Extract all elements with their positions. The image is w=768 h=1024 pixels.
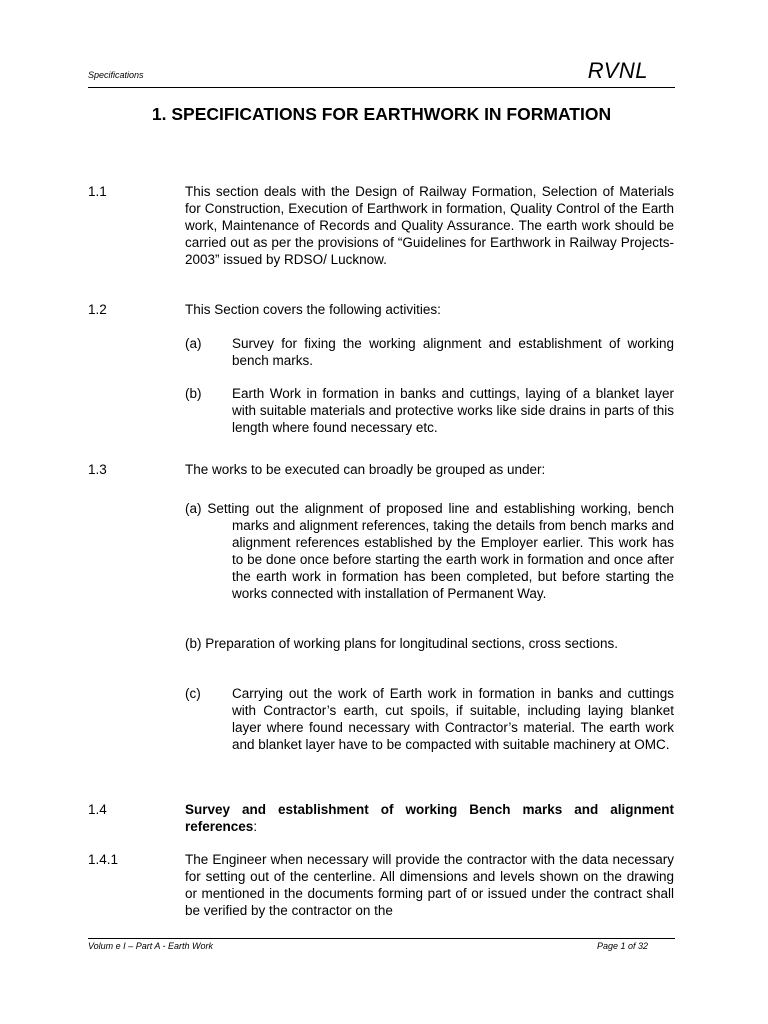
page-title: 1. SPECIFICATIONS FOR EARTHWORK IN FORMATION <box>151 104 612 124</box>
header-left-label: Specifications <box>88 70 144 80</box>
footer-volume-label: Volum e I – Part A - Earth Work <box>88 941 214 951</box>
list-label-1-2-a: (a) <box>185 336 202 351</box>
section-heading-text: Survey and establishment of working Bench marks and alignment references <box>185 802 674 834</box>
section-number-1-4-1: 1.4.1 <box>88 852 119 867</box>
section-number-1-4: 1.4 <box>88 802 107 817</box>
section-text-1-3: The works to be executed can broadly be grouped as under: <box>185 462 546 477</box>
header-divider <box>88 87 675 88</box>
section-heading-colon: : <box>253 819 258 834</box>
footer-page-number: Page 1 of 32 <box>596 941 648 951</box>
list-item-1-3-c: Carrying out the work of Earth work in formation in banks and cuttings with Contractor’s earth, cut spoils, if suitable, including laying blanket layer where found necessary with Contractor’s material. The earth work and blanket layer have to be compacted with suitable machinery at OMC. <box>232 686 674 752</box>
list-item-1-3-a: (a) Setting out the alignment of proposed line and establishing working, bench marks and alignment references, taking the details from bench marks and alignment references established by the Employer earlier. This work has to be done once before starting the earth work in formation and once after the earth work in formation has been completed, but before starting the works connected with installation of Permanent Way. <box>185 501 674 601</box>
list-item-1-2-b: Earth Work in formation in banks and cuttings, laying of a blanket layer with suitable materials and protective works like side drains in parts of this length where found necessary etc. <box>232 386 674 435</box>
footer-divider <box>88 938 675 939</box>
header-org-label: RVNL <box>587 58 648 83</box>
section-text-1-4-1: The Engineer when necessary will provide the contractor with the data necessary for setting out of the centerline. All dimensions and levels shown on the drawing or mentioned in the documents forming part of or issued under the contract shall be verified by the contractor on the <box>185 852 674 918</box>
section-text-1-2: This Section covers the following activities: <box>185 302 441 317</box>
list-label-1-3-c: (c) <box>185 686 201 701</box>
list-label-1-2-b: (b) <box>185 386 202 401</box>
list-item-1-3-b: (b) Preparation of working plans for longitudinal sections, cross sections. <box>185 636 618 651</box>
section-number-1-2: 1.2 <box>88 302 107 317</box>
list-item-1-2-a: Survey for fixing the working alignment and establishment of working bench marks. <box>232 336 674 368</box>
section-text-1-1: This section deals with the Design of Railway Formation, Selection of Materials for Construction, Execution of Earthwork in formation, Quality Control of the Earth work, Maintenance of Records and Quality Assurance. The earth work should be carried out as per the provisions of “Guidelines for Earthwork in Railway Projects-2003” issued by RDSO/ Lucknow. <box>185 184 674 267</box>
section-number-1-1: 1.1 <box>88 184 107 199</box>
section-number-1-3: 1.3 <box>88 462 107 477</box>
section-heading-1-4 <box>185 801 674 835</box>
